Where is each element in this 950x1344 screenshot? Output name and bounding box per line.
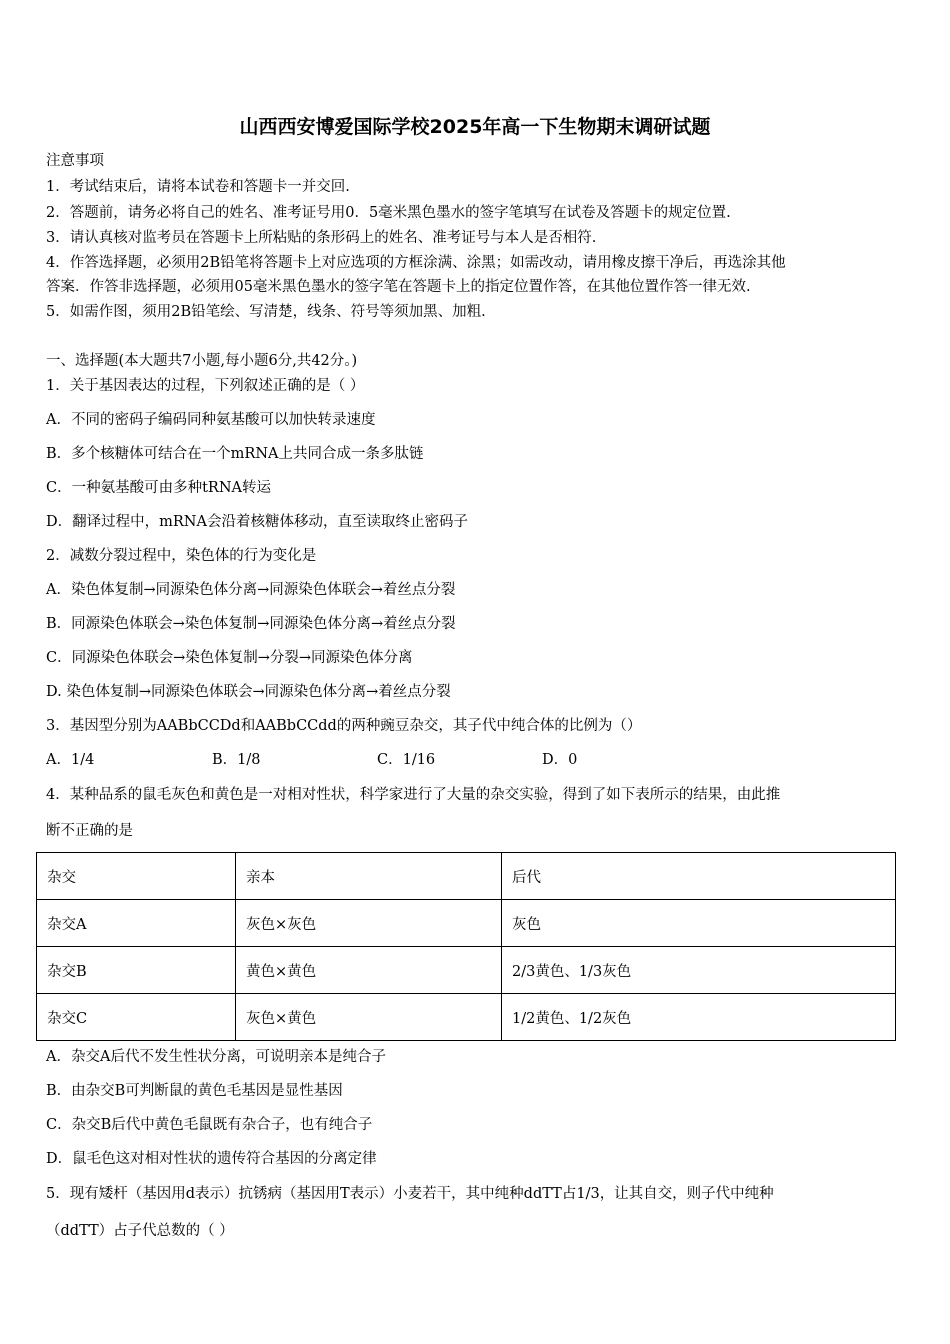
table-cell: 灰色 [502,900,896,947]
question-3-option-b: B．1/8 [212,752,261,768]
question-4-option-a: A．杂交A后代不发生性状分离，可说明亲本是纯合子 [46,1049,386,1065]
notice-heading: 注意事项 [46,153,104,169]
question-2-option-b: B．同源染色体联会→染色体复制→同源染色体分离→着丝点分裂 [46,616,456,632]
notice-item: 1．考试结束后，请将本试卷和答题卡一并交回. [46,179,350,195]
table-header-row [37,853,896,900]
table-cell: 黄色×黄色 [236,947,502,994]
section-heading: 一、选择题(本大题共7小题,每小题6分,共42分。) [46,353,358,369]
question-2-stem: 2．减数分裂过程中，染色体的行为变化是 [46,548,317,564]
notice-item: 5．如需作图，须用2B铅笔绘、写清楚，线条、符号等须加黑、加粗. [46,304,486,320]
table-row [37,947,896,994]
question-3-option-d: D．0 [542,752,578,768]
question-4-option-d: D．鼠毛色这对相对性状的遗传符合基因的分离定律 [46,1151,377,1167]
question-3-stem: 3．基因型分别为AABbCCDd和AABbCCdd的两种豌豆杂交，其子代中纯合体的比例为（） [46,718,642,734]
table-cell: 灰色×黄色 [236,994,502,1041]
question-2-option-c: C．同源染色体联会→染色体复制→分裂→同源染色体分离 [46,650,413,666]
table-header-cell: 亲本 [236,853,502,900]
question-1-option-a: A．不同的密码子编码同种氨基酸可以加快转录速度 [46,412,376,428]
table-cell: 杂交B [37,947,236,994]
table-cell: 杂交A [37,900,236,947]
question-4-stem: 4．某种品系的鼠毛灰色和黄色是一对相对性状，科学家进行了大量的杂交实验，得到了如下表所示的结果，由此推 [46,787,781,803]
question-1-option-b: B．多个核糖体可结合在一个mRNA上共同合成一条多肽链 [46,446,424,462]
table-cell: 2/3黄色、1/3灰色 [502,947,896,994]
question-3-option-c: C．1/16 [377,752,436,768]
notice-item: 2．答题前，请务必将自己的姓名、准考证号用0．5毫米黑色墨水的签字笔填写在试卷及答题卡的规定位置. [46,205,731,221]
table-cell: 1/2黄色、1/2灰色 [502,994,896,1041]
notice-item: 4．作答选择题，必须用2B铅笔将答题卡上对应选项的方框涂满、涂黑；如需改动，请用橡皮擦干净后，再选涂其他 [46,255,786,271]
table-cell: 灰色×灰色 [236,900,502,947]
question-3-option-a: A．1/4 [46,752,95,768]
cross-results-table [36,852,896,1041]
question-3-options [46,750,577,770]
question-1-stem: 1．关于基因表达的过程，下列叙述正确的是（ ） [46,378,365,394]
table-row [37,900,896,947]
question-2-option-a: A．染色体复制→同源染色体分离→同源染色体联会→着丝点分裂 [46,582,456,598]
question-2-option-d: D. 染色体复制→同源染色体联会→同源染色体分离→着丝点分裂 [46,684,451,700]
question-4-stem-continued: 断不正确的是 [46,823,133,839]
question-4-option-c: C．杂交B后代中黄色毛鼠既有杂合子，也有纯合子 [46,1117,373,1133]
table-row [37,994,896,1041]
question-1-option-d: D．翻译过程中，mRNA会沿着核糖体移动，直至读取终止密码子 [46,514,468,530]
table-header-cell: 杂交 [37,853,236,900]
question-5-stem-continued: （ddTT）占子代总数的（ ） [46,1223,234,1239]
page-title: 山西西安博爱国际学校2025年高一下生物期末调研试题 [239,116,711,138]
notice-item: 答案．作答非选择题，必须用05毫米黑色墨水的签字笔在答题卡上的指定位置作答，在其他位置作答一律无效. [46,279,751,295]
notice-item: 3．请认真核对监考员在答题卡上所粘贴的条形码上的姓名、准考证号与本人是否相符. [46,230,597,246]
question-4-option-b: B．由杂交B可判断鼠的黄色毛基因是显性基因 [46,1083,343,1099]
table-header-cell: 后代 [502,853,896,900]
question-1-option-c: C．一种氨基酸可由多种tRNA转运 [46,480,271,496]
table-cell: 杂交C [37,994,236,1041]
question-5-stem: 5．现有矮杆（基因用d表示）抗锈病（基因用T表示）小麦若干，其中纯种ddTT占1/3，让其自交，则子代中纯种 [46,1186,774,1202]
